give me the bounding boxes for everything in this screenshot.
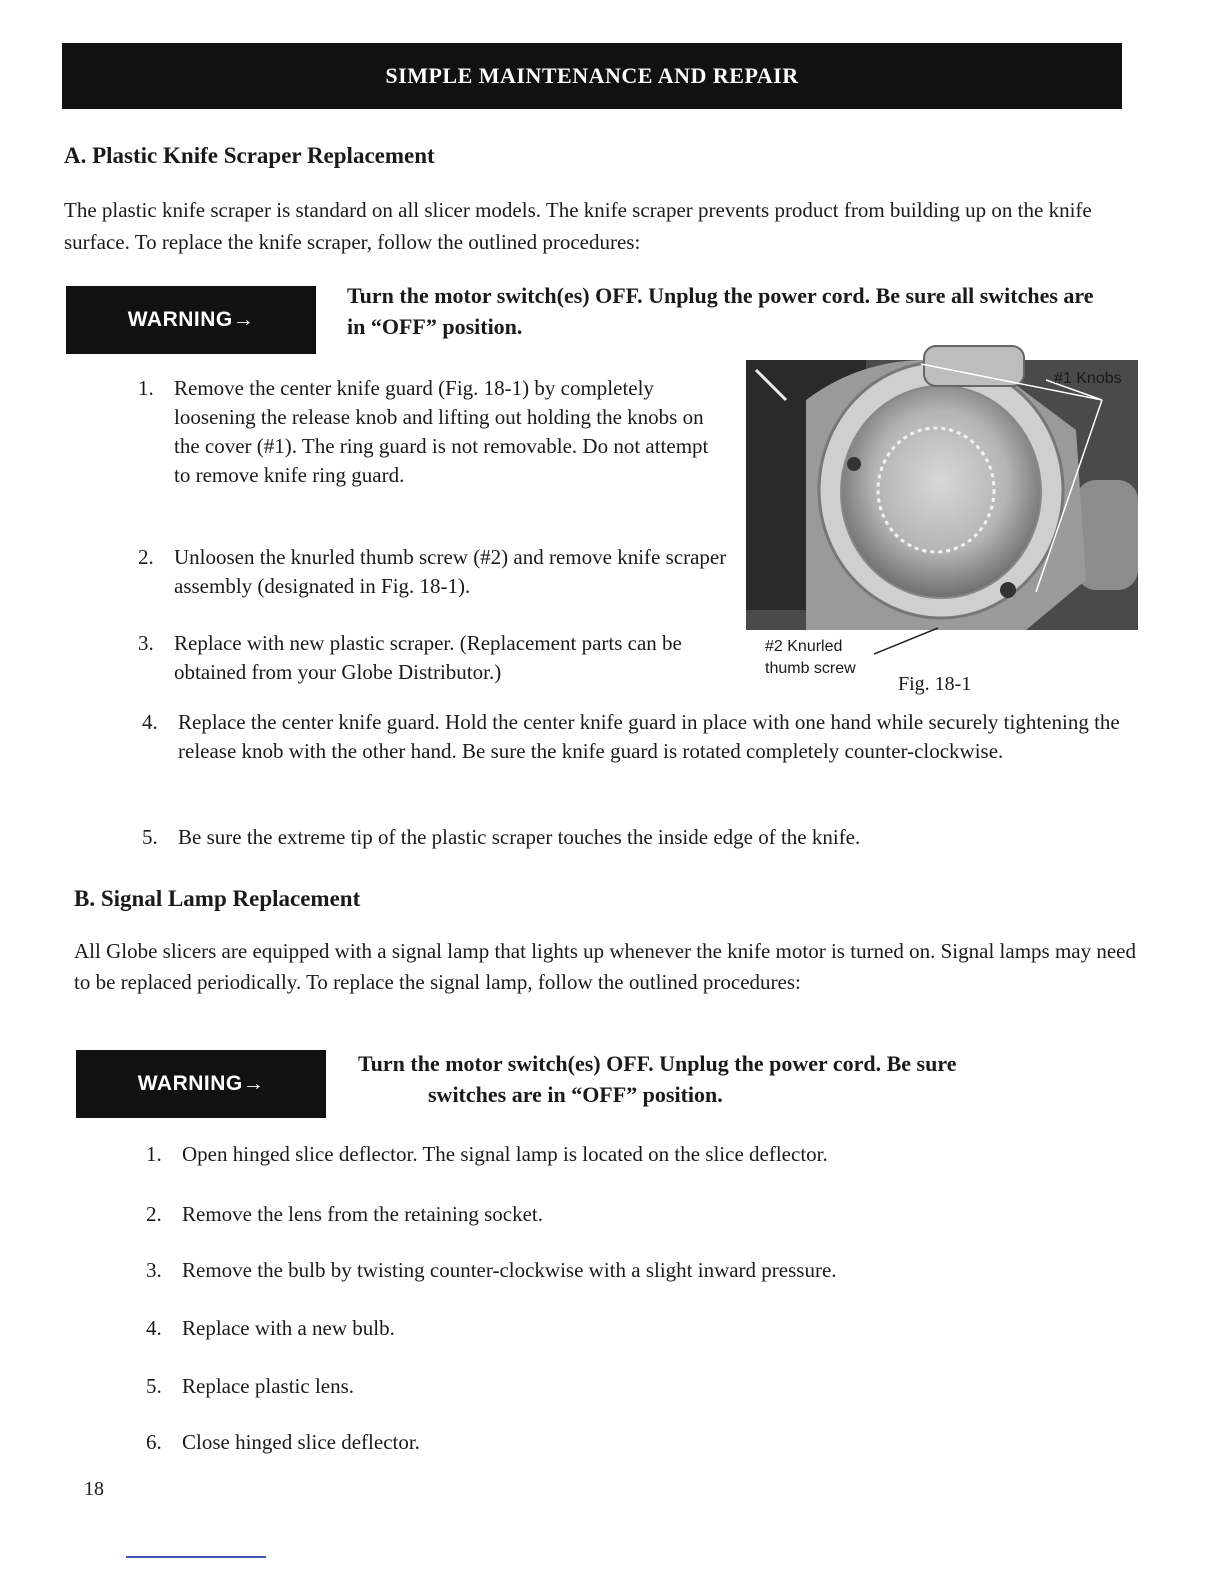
figure-label-screw [765,636,856,680]
section-b-heading: B. Signal Lamp Replacement [74,886,361,911]
warning-badge-a [66,286,316,354]
list-item [146,1314,1126,1343]
step-text: Replace the center knife guard. Hold the center knife guard in place with one hand while securely tightening the release knob with the other hand. Be sure the knife guard is rotated completely counter-clockwise. [178,710,1120,763]
step-number: 5. [146,1374,162,1398]
warning-text-a: Turn the motor switch(es) OFF. Unplug the power cord. Be sure all switches are in “OFF” position. [347,283,1094,339]
list-item [142,823,1136,852]
step-text: Unloosen the knurled thumb screw (#2) and remove knife scraper assembly (designated in Fig. 18-1). [174,545,727,598]
list-item [146,1140,1126,1169]
list-item [146,1428,1126,1457]
step-text: Replace with a new bulb. [182,1316,395,1340]
step-text: Remove the center knife guard (Fig. 18-1) by completely loosening the release knob and lifting out holding the knobs on the cover (#1). The ring guard is not removable. Do not attempt to remove knife ring guard. [174,376,709,487]
warning-text-b-line1: Turn the motor switch(es) OFF. Unplug the power cord. Be sure [358,1051,957,1076]
step-text: Remove the bulb by twisting counter-clockwise with a slight inward pressure. [182,1258,837,1282]
step-text: Remove the lens from the retaining socket. [182,1202,543,1226]
warning-text-b-line2: switches are in “OFF” position. [428,1082,723,1107]
step-number: 3. [138,631,154,655]
page-header-title: SIMPLE MAINTENANCE AND REPAIR [385,63,799,88]
list-item [138,374,728,490]
step-text: Open hinged slice deflector. The signal lamp is located on the slice deflector. [182,1142,828,1166]
step-text: Be sure the extreme tip of the plastic scraper touches the inside edge of the knife. [178,825,861,849]
step-number: 2. [138,545,154,569]
list-item [146,1200,1126,1229]
step-number: 1. [138,376,154,400]
step-number: 2. [146,1202,162,1226]
step-number: 4. [142,710,158,734]
step-number: 6. [146,1430,162,1454]
figure-label-screw-line2: thumb screw [765,660,856,677]
step-text: Replace plastic lens. [182,1374,355,1398]
page-header-banner [62,43,1122,109]
list-item [142,708,1136,766]
list-item [146,1372,1126,1401]
step-text: Close hinged slice deflector. [182,1430,420,1454]
section-a-heading: A. Plastic Knife Scraper Replacement [64,143,435,168]
warning-badge-b [76,1050,326,1118]
list-item [138,543,738,601]
warning-label-b: WARNING→ [137,1072,265,1095]
figure-caption: Fig. 18-1 [898,673,972,695]
figure-label-screw-line1: #2 Knurled [765,638,843,655]
step-number: 5. [142,825,158,849]
step-number: 4. [146,1316,162,1340]
step-text: Replace with new plastic scraper. (Replacement parts can be obtained from your Globe Distributor.) [174,631,682,684]
step-number: 3. [146,1258,162,1282]
page-number: 18 [84,1478,104,1500]
list-item [146,1256,1126,1285]
figure-pointer-line [872,624,942,658]
section-a-intro: The plastic knife scraper is standard on all slicer models. The knife scraper prevents product from building up on the knife surface. To replace the knife scraper, follow the outlined procedures: [64,198,1092,254]
footer-divider [126,1556,266,1558]
list-item [138,629,738,687]
warning-text-b [358,1048,1148,1110]
step-number: 1. [146,1142,162,1166]
warning-label-a: WARNING→ [127,308,255,331]
figure-label-knobs: #1 Knobs [1054,370,1122,387]
section-b-intro: All Globe slicers are equipped with a signal lamp that lights up whenever the knife motor is turned on. Signal lamps may need to be replaced periodically. To replace the signal lamp, follow the outlined procedures: [74,939,1137,994]
